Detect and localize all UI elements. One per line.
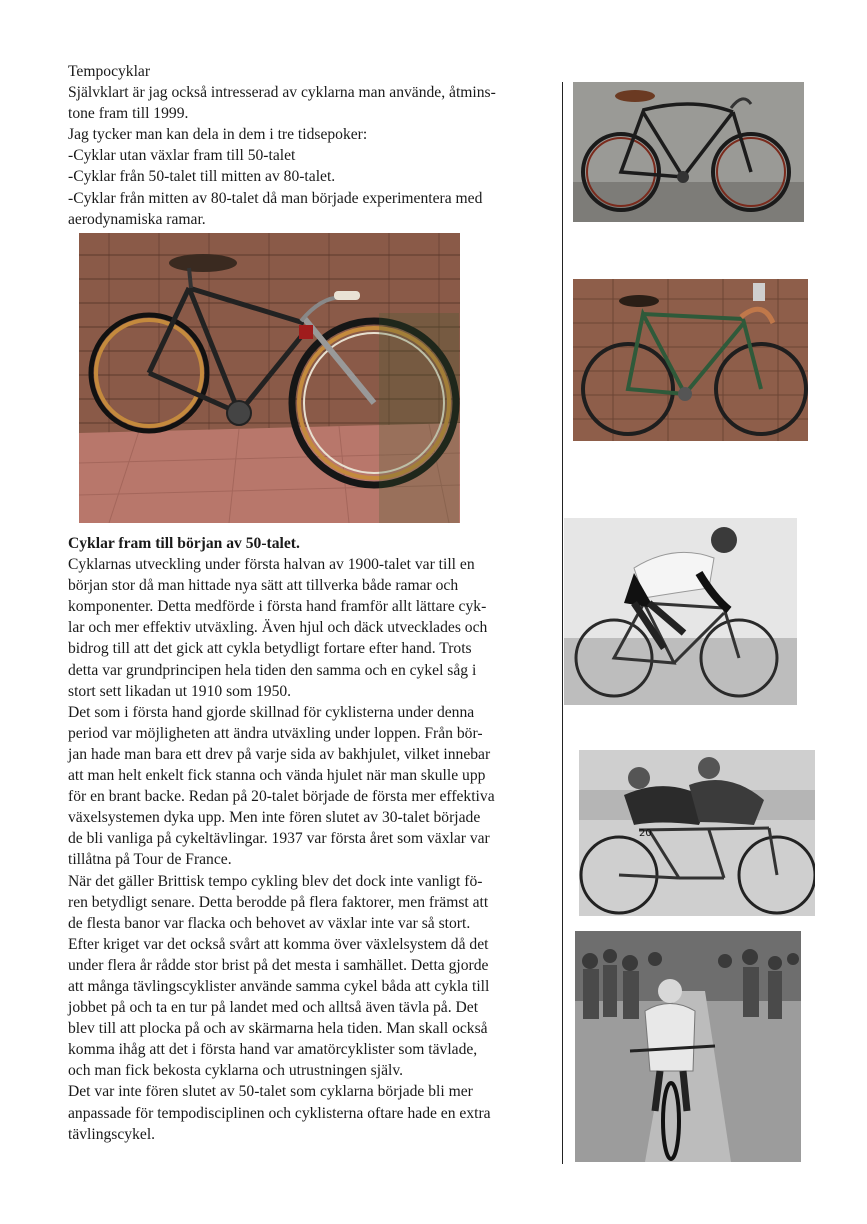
body-line: stort sett likadan ut 1910 som 1950. — [68, 682, 292, 700]
intro-title: Tempocyklar — [68, 63, 151, 80]
body-line: de flesta banor var flacka och behovet av växlar inte var så stort. — [68, 914, 471, 932]
body-line: de bli vanliga på cykeltävlingar. 1937 var första året som växlar var — [68, 830, 490, 848]
green-racing-bicycle-photo — [573, 279, 808, 441]
body-line: början stor då man hittade nya sätt att tillverka både ramar och — [68, 577, 459, 595]
body-line: anpassade för tempodisciplinen och cyklisterna oftare hade en extra — [68, 1104, 491, 1122]
body-line: för en brant backe. Redan på 20-talet började de första mer effektiva — [68, 788, 495, 806]
body-line: blev till att plocka på och av skärmarna hela tiden. Man skall också — [68, 1020, 488, 1038]
track-bicycle-photo — [573, 82, 804, 222]
body-line: bidrog till att det gick att cykla betydligt fortare efter hand. Trots — [68, 640, 472, 658]
body-line: Efter kriget var det också svårt att komma över växlelsystem då det — [68, 935, 489, 953]
intro-line: tone fram till 1999. — [68, 105, 189, 123]
body-line: att många tävlingscyklister använde samma cykel båda att cykla till — [68, 977, 490, 995]
body-line: under flera år rådde stor brist på det mesta i samhället. Detta gjorde — [68, 956, 489, 974]
intro-list-item: -Cyklar utan växlar fram till 50-talet — [68, 147, 296, 165]
cyclist-riding-photo — [564, 518, 797, 705]
body-line: och man fick bekosta cyklarna och utrustningen själv. — [68, 1062, 404, 1080]
column-divider — [562, 82, 563, 1164]
section-heading: Cyklar fram till början av 50-talet. — [68, 535, 300, 552]
body-line: komponenter. Detta medförde i första hand framför allt lättare cyk- — [68, 598, 487, 616]
body-line: ren betydligt senare. Detta berodde på flera faktorer, men främst att — [68, 893, 489, 911]
tandem-bicycle-photo — [579, 750, 815, 916]
vintage-bicycle-photo — [79, 233, 460, 523]
tandem-race-number: 20 — [639, 828, 652, 839]
body-line: växelsystemen dyka upp. Men inte fören slutet av 30-talet började — [68, 809, 481, 827]
section-body — [68, 533, 495, 1145]
body-line: komma ihåg att det i första hand var amatörcyklister som tävlade, — [68, 1041, 478, 1059]
body-line: När det gäller Brittisk tempo cykling blev det dock inte vanligt fö- — [68, 872, 483, 890]
cyclist-race-crowd-photo — [575, 931, 801, 1162]
intro-line: Självklart är jag också intresserad av cyklarna man använde, åtmins- — [68, 84, 496, 102]
body-line: detta var grundprincipen hela tiden den samma och en cykel såg i — [68, 661, 477, 679]
intro-text — [68, 61, 496, 230]
intro-list-item: -Cyklar från mitten av 80-talet då man började experimentera med — [68, 189, 483, 207]
body-line: att man helt enkelt fick stanna och vända hjulet när man skulle upp — [68, 767, 486, 785]
body-line: Det som i första hand gjorde skillnad för cyklisterna under denna — [68, 703, 475, 721]
intro-line: Jag tycker man kan dela in dem i tre tidsepoker: — [68, 126, 368, 144]
intro-list-item: aerodynamiska ramar. — [68, 210, 206, 228]
body-line: Det var inte fören slutet av 50-talet som cyklarna började bli mer — [68, 1083, 473, 1101]
body-line: jan hade man bara ett drev på varje sida av bakhjulet, vilket innebar — [68, 745, 491, 763]
intro-list-item: -Cyklar från 50-talet till mitten av 80-talet. — [68, 168, 336, 186]
body-line: Cyklarnas utveckling under första halvan av 1900-talet var till en — [68, 556, 475, 574]
body-line: lar och mer effektiv utväxling. Även hjul och däck utvecklades och — [68, 619, 488, 637]
body-line: tillåtna på Tour de France. — [68, 851, 232, 869]
body-line: tävlingscykel. — [68, 1125, 156, 1143]
body-line: period var möjligheten att ändra utväxling under loppen. Från bör- — [68, 724, 483, 742]
body-line: jobbet på och ta en tur på landet med och alltså även tävla på. Det — [68, 999, 479, 1017]
